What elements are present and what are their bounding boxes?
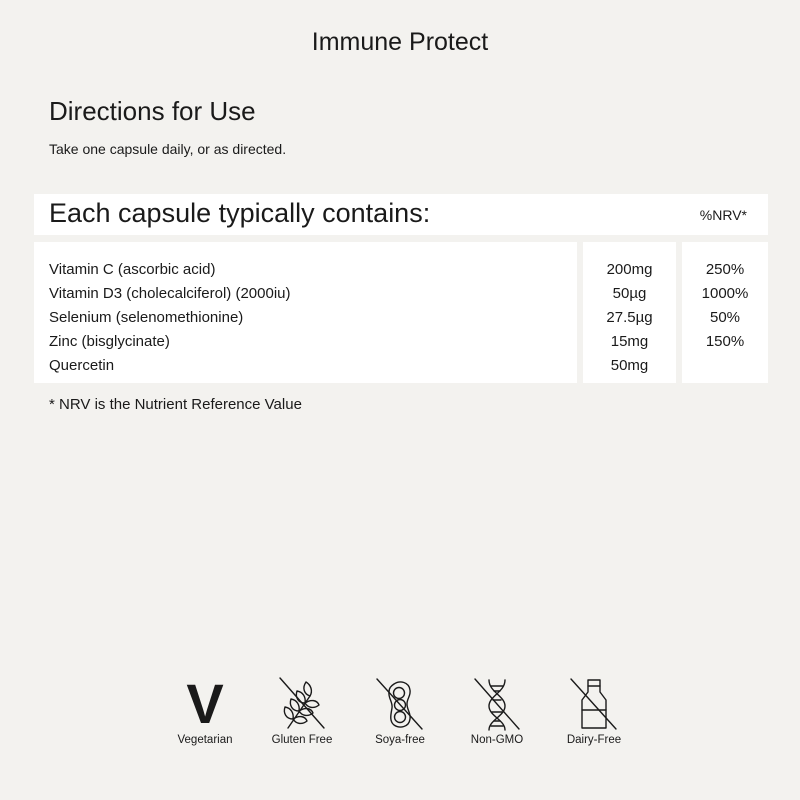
ingredient-nrv: 1000% [701,285,749,302]
ingredient-nrv: 250% [705,261,745,278]
ingredient-amount: 27.5µg [606,309,653,326]
contents-header-bar [34,194,768,235]
nrv-footnote: * NRV is the Nutrient Reference Value [49,396,302,413]
badge-label: Soya-free [375,734,425,746]
badge-label: Non-GMO [470,734,524,746]
badge-label: Gluten Free [271,734,333,746]
ingredient-nrv: 150% [705,333,745,350]
badge-vegetarian [160,672,250,746]
ingredient-name: Vitamin D3 (cholecalciferol) (2000iu) [49,285,291,302]
badge-label: Dairy-Free [566,734,622,746]
dairy-free-icon [568,676,620,732]
ingredient-nrv [682,354,768,378]
dietary-badges [0,672,800,756]
badge-soya-free [355,676,445,746]
gluten-free-icon [276,676,328,732]
soya-free-icon [374,676,426,732]
nrv-column-header: %NRV* [699,207,747,223]
directions-text: Take one capsule daily, or as directed. [49,141,287,157]
directions-heading: Directions for Use [49,96,256,126]
ingredient-name: Vitamin C (ascorbic acid) [49,261,216,278]
ingredient-amount: 15mg [610,333,649,350]
ingredient-name-column [34,242,577,383]
badge-non-gmo [452,676,542,746]
ingredient-nrv-column [682,242,768,383]
ingredient-name: Zinc (bisglycinate) [49,333,170,350]
badge-dairy-free [549,676,639,746]
ingredient-amount: 200mg [606,261,653,278]
ingredient-amount-column [583,242,676,383]
non-gmo-icon [471,676,523,732]
vegetarian-v-icon: V [186,672,224,735]
contents-heading: Each capsule typically contains: [49,198,431,228]
ingredient-name: Selenium (selenomethionine) [49,309,244,326]
badge-label: Vegetarian [177,734,233,746]
ingredient-name: Quercetin [49,357,115,374]
product-title: Immune Protect [311,28,489,56]
badge-gluten-free [257,676,347,746]
ingredient-nrv: 50% [709,309,741,326]
ingredient-amount: 50mg [610,357,649,374]
ingredient-amount: 50µg [612,285,647,302]
